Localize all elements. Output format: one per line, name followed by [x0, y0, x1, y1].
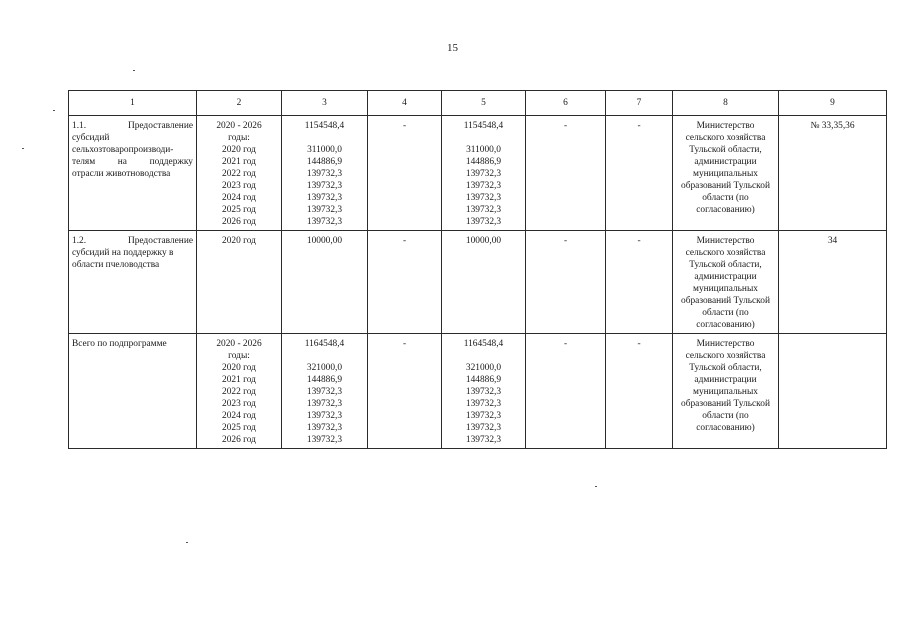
- period-line: 2020 - 2026: [216, 121, 262, 131]
- executor-line: Тульской области,: [689, 260, 762, 270]
- amount-line: 139732,3: [306, 169, 343, 179]
- amount-line: 139732,3: [465, 435, 502, 445]
- amount-line: [445, 350, 522, 362]
- amount-line: 139732,3: [465, 423, 502, 433]
- measure-name-line: субсидий на поддержку в: [72, 248, 174, 258]
- measure-name-cell: [69, 231, 197, 334]
- reference-cell: № 33,35,36: [779, 116, 887, 231]
- table-row: [69, 116, 887, 231]
- period-line: 2026 год: [222, 435, 256, 445]
- measure-name-line: Всего по подпрограмме: [72, 339, 167, 349]
- measure-name-line: отрасли животноводства: [72, 169, 171, 179]
- amount-line: 10000,00: [465, 236, 502, 246]
- header-cell: 9: [779, 91, 887, 116]
- executor-line: Тульской области,: [689, 363, 762, 373]
- executor-line: образований Тульской: [681, 181, 770, 191]
- amount-line: 10000,00: [306, 236, 343, 246]
- table-body: [69, 116, 887, 449]
- executor-line: области (по: [702, 193, 749, 203]
- word: Предоставление: [127, 236, 193, 246]
- word: Предоставление: [127, 121, 193, 131]
- measure-name-cell: [69, 116, 197, 231]
- amount-line: 1154548,4: [304, 121, 345, 131]
- amount-line: 139732,3: [306, 387, 343, 397]
- col6-cell: -: [526, 116, 606, 231]
- executor-line: сельского хозяйства: [685, 133, 766, 143]
- amount-line: 139732,3: [465, 181, 502, 191]
- executor-line: сельского хозяйства: [685, 248, 766, 258]
- executor-cell: [673, 116, 779, 231]
- measure-name-line: [72, 120, 193, 132]
- period-line: годы:: [228, 133, 250, 143]
- regional-amount-cell: [442, 116, 526, 231]
- executor-line: администрации: [694, 272, 757, 282]
- period-line: 2020 год: [222, 145, 256, 155]
- executor-line: Тульской области,: [689, 145, 762, 155]
- regional-amount-cell: [442, 334, 526, 449]
- scan-speck: [22, 148, 24, 149]
- period-line: 2025 год: [222, 423, 256, 433]
- amount-line: [285, 132, 364, 144]
- col6-cell: -: [526, 334, 606, 449]
- executor-line: согласованию): [696, 423, 755, 433]
- table-row: [69, 231, 887, 334]
- executor-line: сельского хозяйства: [685, 351, 766, 361]
- executor-line: муниципальных: [693, 169, 758, 179]
- executor-line: области (по: [702, 308, 749, 318]
- period-line: 2020 год: [222, 363, 256, 373]
- executor-line: Министерство: [696, 121, 755, 131]
- header-cell: 3: [282, 91, 368, 116]
- page-number: 15: [447, 42, 458, 54]
- executor-line: администрации: [694, 157, 757, 167]
- amount-line: 144886,9: [465, 157, 502, 167]
- period-line: 2024 год: [222, 411, 256, 421]
- amount-line: 139732,3: [465, 217, 502, 227]
- header-cell: 8: [673, 91, 779, 116]
- col6-cell: -: [526, 231, 606, 334]
- total-amount-cell: [282, 334, 368, 449]
- executor-line: Министерство: [696, 236, 755, 246]
- amount-line: 139732,3: [465, 205, 502, 215]
- executor-cell: [673, 334, 779, 449]
- measure-name-line: субсидий: [72, 133, 110, 143]
- amount-line: 139732,3: [465, 399, 502, 409]
- period-line: 2021 год: [222, 157, 256, 167]
- scan-speck: [133, 70, 135, 71]
- period-line: 2025 год: [222, 205, 256, 215]
- scan-speck: [53, 110, 55, 111]
- amount-line: 139732,3: [306, 435, 343, 445]
- subprogram-table: [68, 90, 887, 449]
- header-cell: 5: [442, 91, 526, 116]
- period-line: 2020 год: [222, 236, 256, 246]
- period-line: 2026 год: [222, 217, 256, 227]
- measure-name-line: области пчеловодства: [72, 260, 160, 270]
- header-cell: 6: [526, 91, 606, 116]
- word: поддержку: [149, 157, 193, 167]
- executor-line: администрации: [694, 375, 757, 385]
- reference-cell: [779, 334, 887, 449]
- amount-line: [445, 132, 522, 144]
- header-cell: 4: [368, 91, 442, 116]
- scan-speck: [186, 542, 188, 543]
- period-line: 2023 год: [222, 399, 256, 409]
- amount-line: 139732,3: [306, 217, 343, 227]
- amount-line: 321000,0: [306, 363, 343, 373]
- executor-line: Министерство: [696, 339, 755, 349]
- period-line: 2022 год: [222, 169, 256, 179]
- amount-line: 321000,0: [465, 363, 502, 373]
- executor-line: области (по: [702, 411, 749, 421]
- period-line: 2023 год: [222, 181, 256, 191]
- word: 1.1.: [72, 121, 87, 131]
- word: телям: [72, 157, 96, 167]
- header-cell: 7: [606, 91, 673, 116]
- amount-line: 139732,3: [306, 411, 343, 421]
- period-line: годы:: [228, 351, 250, 361]
- executor-line: образований Тульской: [681, 296, 770, 306]
- col7-cell: -: [606, 334, 673, 449]
- period-line: 2021 год: [222, 375, 256, 385]
- period-line: 2024 год: [222, 193, 256, 203]
- amount-line: 139732,3: [306, 399, 343, 409]
- amount-line: 139732,3: [465, 411, 502, 421]
- col4-cell: -: [368, 334, 442, 449]
- header-cell: 2: [197, 91, 282, 116]
- executor-line: согласованию): [696, 205, 755, 215]
- amount-line: 139732,3: [306, 193, 343, 203]
- measure-name-cell: [69, 334, 197, 449]
- executor-line: муниципальных: [693, 387, 758, 397]
- col7-cell: -: [606, 116, 673, 231]
- col7-cell: -: [606, 231, 673, 334]
- total-amount-cell: [282, 231, 368, 334]
- measure-name-line: [72, 156, 193, 168]
- period-line: 2020 - 2026: [216, 339, 262, 349]
- amount-line: 144886,9: [465, 375, 502, 385]
- measure-name-line: сельхозтоваропроизводи-: [72, 145, 174, 155]
- amount-line: 1164548,4: [463, 339, 504, 349]
- amount-line: 311000,0: [466, 145, 501, 155]
- total-amount-cell: [282, 116, 368, 231]
- table-row: [69, 334, 887, 449]
- word: 1.2.: [72, 236, 87, 246]
- reference-cell: 34: [779, 231, 887, 334]
- executor-line: образований Тульской: [681, 399, 770, 409]
- amount-line: 139732,3: [306, 205, 343, 215]
- amount-line: 1164548,4: [304, 339, 345, 349]
- header-row: [69, 91, 887, 116]
- measure-name-line: [72, 235, 193, 247]
- executor-line: муниципальных: [693, 284, 758, 294]
- col4-cell: -: [368, 116, 442, 231]
- amount-line: 144886,9: [306, 157, 343, 167]
- amount-line: 1154548,4: [463, 121, 504, 131]
- col4-cell: -: [368, 231, 442, 334]
- period-cell: [197, 116, 282, 231]
- scan-speck: [595, 486, 597, 487]
- amount-line: 311000,0: [307, 145, 342, 155]
- period-cell: [197, 231, 282, 334]
- word: на: [117, 157, 127, 167]
- amount-line: 139732,3: [306, 423, 343, 433]
- period-cell: [197, 334, 282, 449]
- period-line: 2022 год: [222, 387, 256, 397]
- executor-line: согласованию): [696, 320, 755, 330]
- executor-cell: [673, 231, 779, 334]
- amount-line: 139732,3: [465, 193, 502, 203]
- regional-amount-cell: [442, 231, 526, 334]
- amount-line: 139732,3: [465, 169, 502, 179]
- amount-line: 139732,3: [306, 181, 343, 191]
- amount-line: [285, 350, 364, 362]
- amount-line: 144886,9: [306, 375, 343, 385]
- amount-line: 139732,3: [465, 387, 502, 397]
- header-cell: 1: [69, 91, 197, 116]
